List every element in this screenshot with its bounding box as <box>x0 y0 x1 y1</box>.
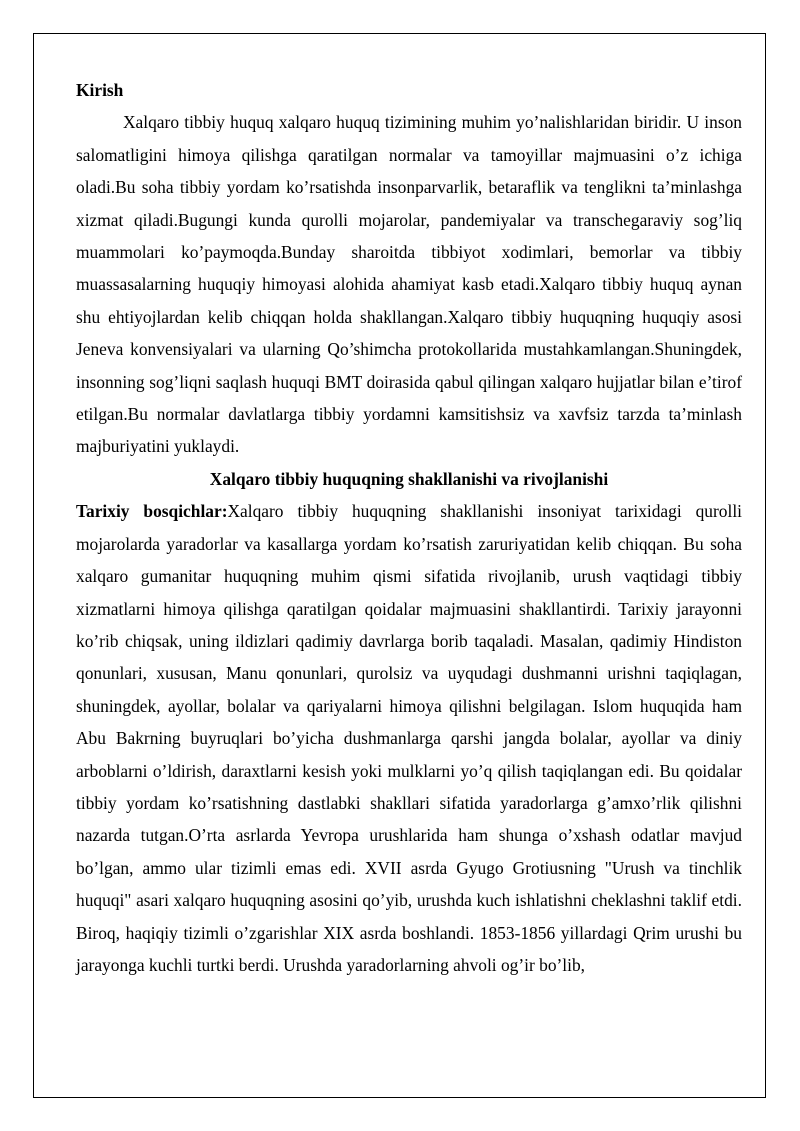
intro-heading: Kirish <box>76 80 124 100</box>
intro-paragraph: Xalqaro tibbiy huquq xalqaro huquq tizimining muhim yo’nalishlaridan biridir. U inson salomatligini himoya qilishga qaratilgan normalar va tamoyillar majmuasini o’z ichiga oladi.Bu soha tibbiy yordam ko’rsatishda insonparvarlik, betaraflik va tenglikni ta’minlashga xizmat qiladi.Bugungi kunda qurolli mojarolar, pandemiyalar va transchegaraviy sog’liq muammolari ko’paymoqda.Bunday sharoitda tibbiyot xodimlari, bemorlar va tibbiy muassasalarning huquqiy himoyasi alohida ahamiyat kasb etadi.Xalqaro tibbiy huquq aynan shu ehtiyojlardan kelib chiqqan holda shakllangan.Xalqaro tibbiy huquqning huquqiy asosi Jeneva konvensiyalari va ularning Qo’shimcha protokollarida mustahkamlangan.Shuningdek, insonning sog’liqni saqlash huquqi BMT doirasida qabul qilingan xalqaro hujjatlar bilan e’tirof etilgan.Bu normalar davlatlarga tibbiy yordamni kamsitishsiz va xavfsiz tarzda ta’minlash majburiyatini yuklaydi. <box>76 112 742 457</box>
section-paragraph <box>76 495 742 981</box>
section-paragraph-text: Xalqaro tibbiy huquqning shakllanishi insoniyat tarixidagi qurolli mojarolarda yaradorlar va kasallarga yordam ko’rsatish zaruriyatidan kelib chiqqan. Bu soha xalqaro gumanitar huquqning muhim qismi sifatida rivojlanib, urush vaqtidagi tibbiy xizmatlarni himoya qilishga qaratilgan qoidalar majmuasini shakllantirdi. Tarixiy jarayonni ko’rib chiqsak, uning ildizlari qadimiy davrlarga borib taqaladi. Masalan, qadimiy Hindiston qonunlari, xususan, Manu qonunlari, qurolsiz va uyqudagi dushmanni urishni taqiqlagan, shuningdek, ayollar, bolalar va qariyalarni himoya qilishni belgilagan. Islom huquqida ham Abu Bakrning buyruqlari bo’yicha dushmanlarga qarshi jangda bolalar, ayollar va diniy arboblarni o’ldirish, daraxtlarni kesish yoki mulklarni yo’q qilish taqiqlangan edi. Bu qoidalar tibbiy yordam ko’rsatishning dastlabki shakllari sifatida yaradorlarga g’amxo’rlik qilishni nazarda tutgan.O’rta asrlarda Yevropa urushlarida ham shunga o’xshash odatlar mavjud bo’lgan, ammo ular tizimli emas edi. XVII asrda Gyugo Grotiusning "Urush va tinchlik huquqi" asari xalqaro huquqning asosini qo’yib, urushda kuch ishlatishni cheklashni taklif etdi. Biroq, haqiqiy tizimli o’zgarishlar XIX asrda boshlandi. 1853-1856 yillardagi Qrim urushi bu jarayonga kuchli turtki berdi. Urushda yaradorlarning ahvoli og’ir bo’lib, <box>76 501 742 975</box>
section-title: Xalqaro tibbiy huquqning shakllanishi va rivojlanishi <box>209 468 609 489</box>
section-lead: Tarixiy bosqichlar: <box>76 501 228 522</box>
document-body <box>76 74 742 981</box>
